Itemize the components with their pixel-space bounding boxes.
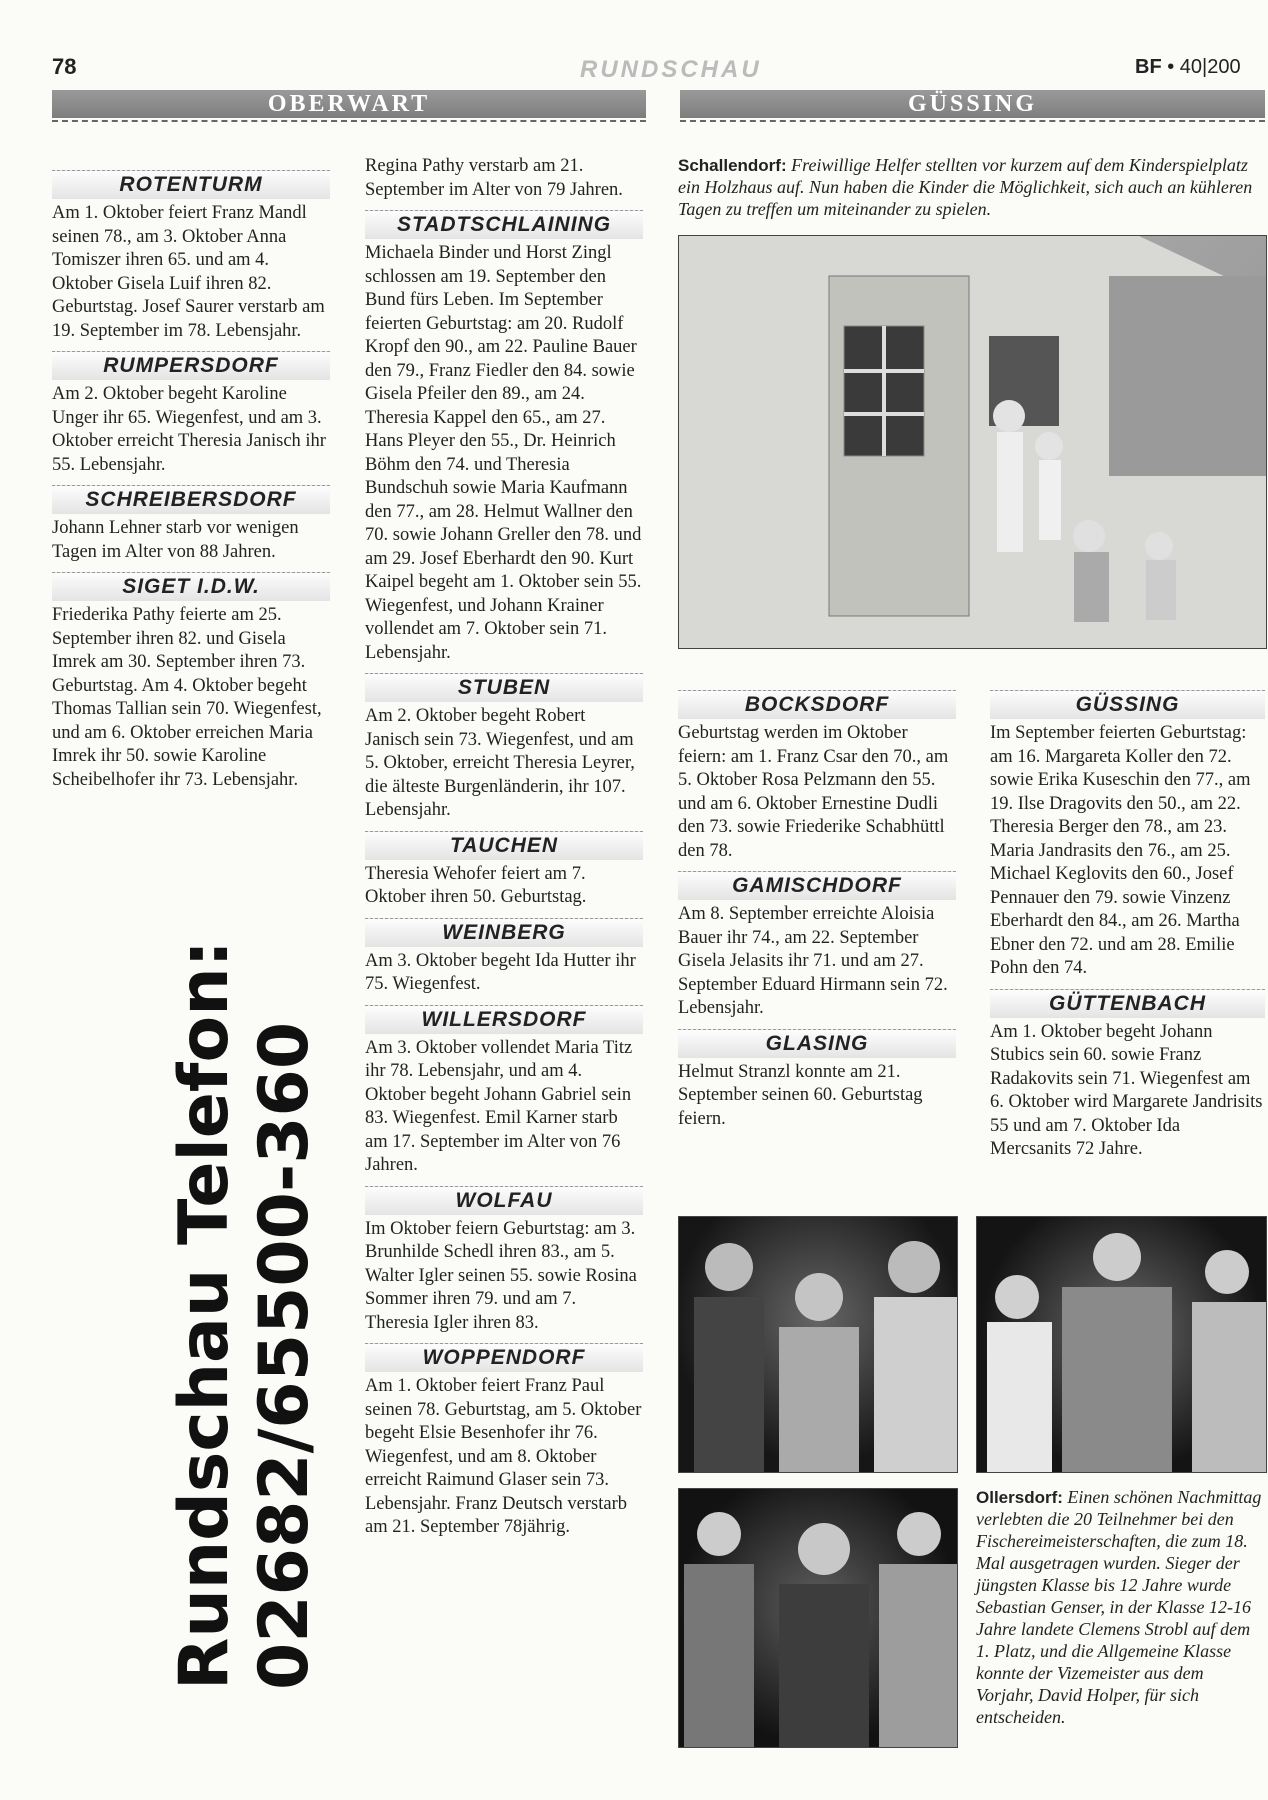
divider-left	[52, 120, 646, 122]
phone-banner-line1: Rundschau Telefon:	[165, 940, 244, 1690]
section-heading: GAMISCHDORF	[678, 871, 956, 900]
intro-text: Regina Pathy verstarb am 21. September im Alter von 79 Jahren.	[365, 156, 623, 200]
section-heading: GLASING	[678, 1029, 956, 1058]
column-3	[678, 682, 956, 1131]
photo-caption-top	[678, 154, 1265, 220]
column-2	[365, 155, 643, 1540]
page-number: 78	[52, 54, 77, 79]
section-text: Geburtstag werden im Oktober feiern: am 1. Franz Csar den 70., am 5. Oktober Rosa Pelzmann den 55. und am 6. Oktober Ernestine Dudli den 73. sowie Friederike Schabhüttl den 78.	[678, 723, 949, 861]
section-text: Am 3. Oktober begeht Ida Hutter ihr 75. Wiegenfest.	[365, 950, 636, 994]
section-text: Johann Lehner starb vor wenigen Tagen im Alter von 88 Jahren.	[52, 518, 299, 562]
section-text: Am 8. September erreichte Aloisia Bauer ihr 74., am 22. September Gisela Jelasits ihr 71. und am 27. September Eduard Hirmann sein 72. Lebensjahr.	[678, 904, 948, 1018]
section-text: Am 2. Oktober begeht Karoline Unger ihr 65. Wiegenfest, und am 3. Oktober erreicht Theresia Janisch ihr 55. Lebensjahr.	[52, 384, 326, 475]
section-text: Am 1. Oktober begeht Johann Stubics sein 60. sowie Franz Radakovits sein 71. Wiegenfest am 6. Oktober wird Margarete Jandrisits 55 und am 7. Oktober Ida Mercsanits 72 Jahre.	[990, 1021, 1263, 1159]
section-heading: RUMPERSDORF	[52, 351, 330, 380]
house-illustration	[679, 236, 1266, 648]
section-heading: WILLERSDORF	[365, 1005, 643, 1034]
photo-fishing-winners-3	[678, 1488, 958, 1748]
photo-fishing-winners-1	[678, 1216, 958, 1473]
winners-illustration	[679, 1489, 957, 1747]
section-heading: STUBEN	[365, 673, 643, 702]
region-bar-oberwart: OBERWART	[52, 90, 646, 118]
caption-place: Ollersdorf:	[976, 1488, 1063, 1507]
section-text: Michaela Binder und Horst Zingl schlossen am 19. September den Bund fürs Leben. Im September feierten Geburtstag: am 20. Rudolf Kropf den 90., am 22. Pauline Bauer den 79., Franz Fiedler den 84. sowie Gisela Pfeiler den 89., am 24. Theresia Kappel den 65., am 27. Hans Pleyer den 55., Dr. Heinrich Böhm den 74. und Theresia Bundschuh sowie Maria Kaufmann den 77., am 28. Helmut Wallner den 70. sowie Johann Greller den 78. und am 29. Josef Eberhardt den 90. Kurt Kaipel begeht am 1. Oktober sein 55. Wiegenfest, und Johann Krainer vollendet am 7. Oktober sein 71. Lebensjahr.	[365, 243, 642, 663]
section-text: Am 1. Oktober feiert Franz Mandl seinen 78., am 3. Oktober Anna Tomiszer ihren 65. und am 4. Oktober Gisela Luif ihren 82. Geburtstag. Josef Saurer verstarb am 19. September im 78. Lebensjahr.	[52, 203, 325, 341]
photo-playground-house	[678, 235, 1267, 649]
caption-place: Schallendorf:	[678, 156, 787, 175]
section-title: RUNDSCHAU	[580, 56, 762, 83]
section-heading: BOCKSDORF	[678, 690, 956, 719]
section-heading: WOPPENDORF	[365, 1343, 643, 1372]
section-text: Im September feierten Geburtstag: am 16. Margareta Koller den 72. sowie Erika Kuseschin den 77., am 19. Ilse Dragovits den 50., am 22. Theresia Berger den 78., am 23. Maria Jandrasits den 76., am 25. Michael Keglovits den 60., Josef Pennauer den 79. sowie Vinzenz Eberhardt den 84., am 26. Martha Ebner den 72. und am 28. Emilie Pohn den 74.	[990, 723, 1251, 978]
section-text: Im Oktober feiern Geburtstag: am 3. Brunhilde Schedl ihren 83., am 5. Walter Igler seinen 55. sowie Rosina Sommer ihren 79. und am 7. Theresia Igler ihren 83.	[365, 1218, 637, 1333]
column-4	[990, 682, 1265, 1162]
caption-text: Freiwillige Helfer stellten vor kurzem auf dem Kinderspielplatz ein Holzhaus auf. Nun haben die Kinder die Möglichkeit, sich auch an kühleren Tagen zu treffen um miteinander zu spielen.	[678, 155, 1253, 219]
section-heading: SCHREIBERSDORF	[52, 485, 330, 514]
section-heading: SIGET I.D.W.	[52, 572, 330, 601]
section-heading: ROTENTURM	[52, 170, 330, 199]
section-heading: GÜSSING	[990, 690, 1265, 719]
caption-text: Einen schönen Nachmittag verlebten die 20 Teilnehmer bei den Fischereimeisterschaften, die zum 18. Mal ausgetragen wurden. Sieger der jüngsten Klasse bis 12 Jahre wurde Sebastian Genser, in der Klasse 12-16 Jahre landete Clemens Strobl auf dem 1. Platz, und die Allgemeine Klasse konnte der Vizemeister aus dem Vorjahr, David Holper, für sich entscheiden.	[976, 1487, 1262, 1727]
section-text: Am 2. Oktober begeht Robert Janisch sein 73. Wiegenfest, und am 5. Oktober, erreicht Theresia Leyrer, die älteste Burgenländerin, ihr 107. Lebensjahr.	[365, 706, 635, 820]
column-1	[52, 162, 330, 792]
issue-info: BF • 40|200	[1135, 56, 1241, 78]
publication-name: BF	[1135, 56, 1162, 78]
section-text: Helmut Stranzl konnte am 21. September seinen 60. Geburtstag feiern.	[678, 1061, 923, 1129]
section-heading: GÜTTENBACH	[990, 989, 1265, 1018]
issue-number: 40|200	[1179, 56, 1241, 78]
divider-right	[680, 120, 1265, 122]
winners-illustration	[977, 1217, 1266, 1472]
section-text: Theresia Wehofer feiert am 7. Oktober ihren 50. Geburtstag.	[365, 863, 587, 907]
region-bar-guessing: GÜSSING	[680, 90, 1265, 118]
photo-fishing-winners-2	[976, 1216, 1267, 1473]
section-heading: TAUCHEN	[365, 831, 643, 860]
section-heading: WEINBERG	[365, 918, 643, 947]
section-text: Am 3. Oktober vollendet Maria Titz ihr 78. Lebensjahr, und am 4. Oktober begeht Johann Gabriel sein 83. Wiegenfest. Emil Karner starb am 17. September im Alter von 76 Jahren.	[365, 1037, 633, 1175]
section-heading: STADTSCHLAINING	[365, 210, 643, 239]
section-text: Friederika Pathy feierte am 25. September ihren 82. und Gisela Imrek am 30. September ihren 73. Geburtstag. Am 4. Oktober begeht Thomas Tallian sein 70. Wiegenfest, und am 6. Oktober erreichen Maria Imrek ihr 50. sowie Karoline Scheibelhofer ihr 73. Lebensjahr.	[52, 605, 322, 790]
section-text: Am 1. Oktober feiert Franz Paul seinen 78. Geburtstag, am 5. Oktober begeht Elsie Besenhofer ihr 76. Wiegenfest, und am 8. Oktober erreicht Raimund Glaser sein 73. Lebensjahr. Franz Deutsch verstarb am 21. September 78jährig.	[365, 1376, 642, 1537]
photo-caption-bottom	[976, 1486, 1265, 1728]
section-heading: WOLFAU	[365, 1186, 643, 1215]
phone-banner-line2: 02682/65500-360	[245, 1021, 324, 1690]
winners-illustration	[679, 1217, 957, 1472]
